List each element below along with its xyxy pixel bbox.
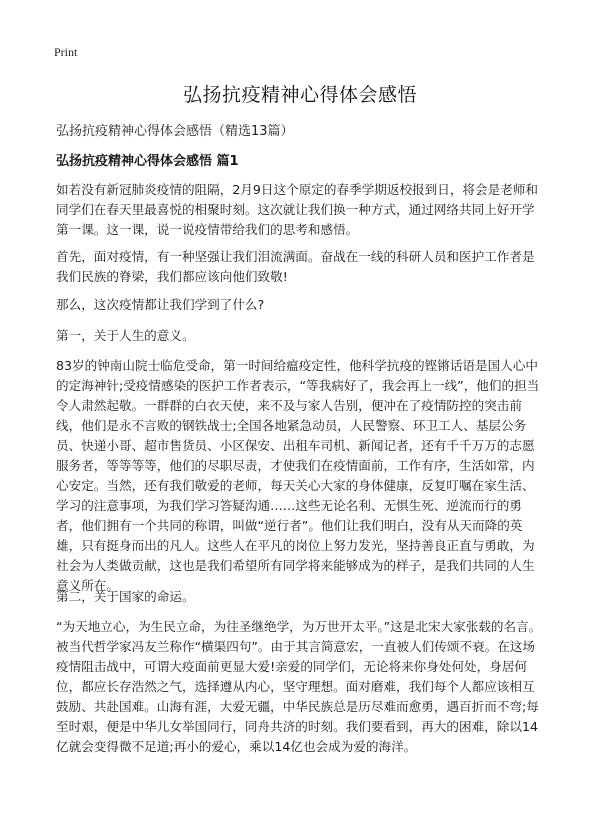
paragraph-question: 那么，这次疫情都让我们学到了什么? xyxy=(56,297,265,312)
point-two-heading: 第二，关于国家的命运。 xyxy=(56,589,195,604)
document-subtitle: 弘扬抗疫精神心得体会感悟（精选13篇） xyxy=(56,124,294,139)
page-title: 弘扬抗疫精神心得体会感悟 xyxy=(182,84,417,106)
paragraph-tribute: 首先，面对疫情，有一种坚强让我们泪流满面。奋战在一线的科研人员和医护工作者是我们民族的脊梁，我们都应该向他们致敬! xyxy=(56,249,535,284)
print-link[interactable]: Print xyxy=(54,45,78,59)
point-one-heading: 第一，关于人生的意义。 xyxy=(56,328,195,343)
paragraph-national-destiny: “为天地立心，为生民立命，为往圣继绝学，为万世开太平。”这是北宋大家张载的名言。被当代哲学家冯友兰称作“横渠四句”。由于其言简意宏，一直被人们传颂不衰。在这场疫情阻击战中，可谓大疫面前更显大爱!亲爱的同学们，无论将来你身处何处，身居何位，都应长存浩然之气，选择遵从内心，坚守理想。面对磨难，我们每个人都应该相互鼓励、共赴国难。山海有涯，大爱无疆，中华民族总是历尽难而愈勇，遇百折而不弯;每至时艰，便是中华儿女举国同行，同舟共济的时刻。我们要看到，再大的困难，除以14亿就会变得微不足道;再小的爱心，乘以14亿也会成为爱的海洋。 xyxy=(56,619,542,754)
section-heading: 弘扬抗疫精神心得体会感悟 篇1 xyxy=(56,154,239,169)
paragraph-intro: 如若没有新冠肺炎疫情的阻隔，2月9日这个原定的春季学期返校报到日，将会是老师和同学们在春天里最喜悦的相聚时刻。这次就让我们换一种方式，通过网络共同上好开学第一课。这一课，说一说疫情带给我们的思考和感悟。 xyxy=(56,182,538,237)
paragraph-life-meaning: 83岁的钟南山院士临危受命，第一时间给瘟疫定性，他科学抗疫的铿锵话语是国人心中的定海神针;受疫情感染的医护工作者表示，“等我病好了，我会再上一线”，他们的担当令人肃然起敬。一群群的白衣天使，来不及与家人告别，便冲在了疫情防控的突击前线，他们是永不言败的钢铁战士;全国各地紧急动员，人民警察、环卫工人、基层公务员、快递小哥、超市售货员、小区保安、出租车司机、新闻记者，还有千千万万的志愿服务者，等等等等，他们的尽职尽责，才使我们在疫情面前，工作有序，生活如常，内心安定。当然，还有我们敬爱的老师，每天关心大家的身体健康，反复叮嘱在家生活、学习的注意事项，为我们学习答疑沟通……这些无论名利、无惧生死、逆流而行的勇者，他们拥有一个共同的称谓，叫做“逆行者”。他们让我们明白，没有从天而降的英雄，只有挺身而出的凡人。这些人在平凡的岗位上努力发光，坚持善良正直与勇敢，为社会为人类做贡献，这也是我们希望所有同学将来能够成为的样子，是我们共同的人生意义所在。 xyxy=(56,358,540,593)
